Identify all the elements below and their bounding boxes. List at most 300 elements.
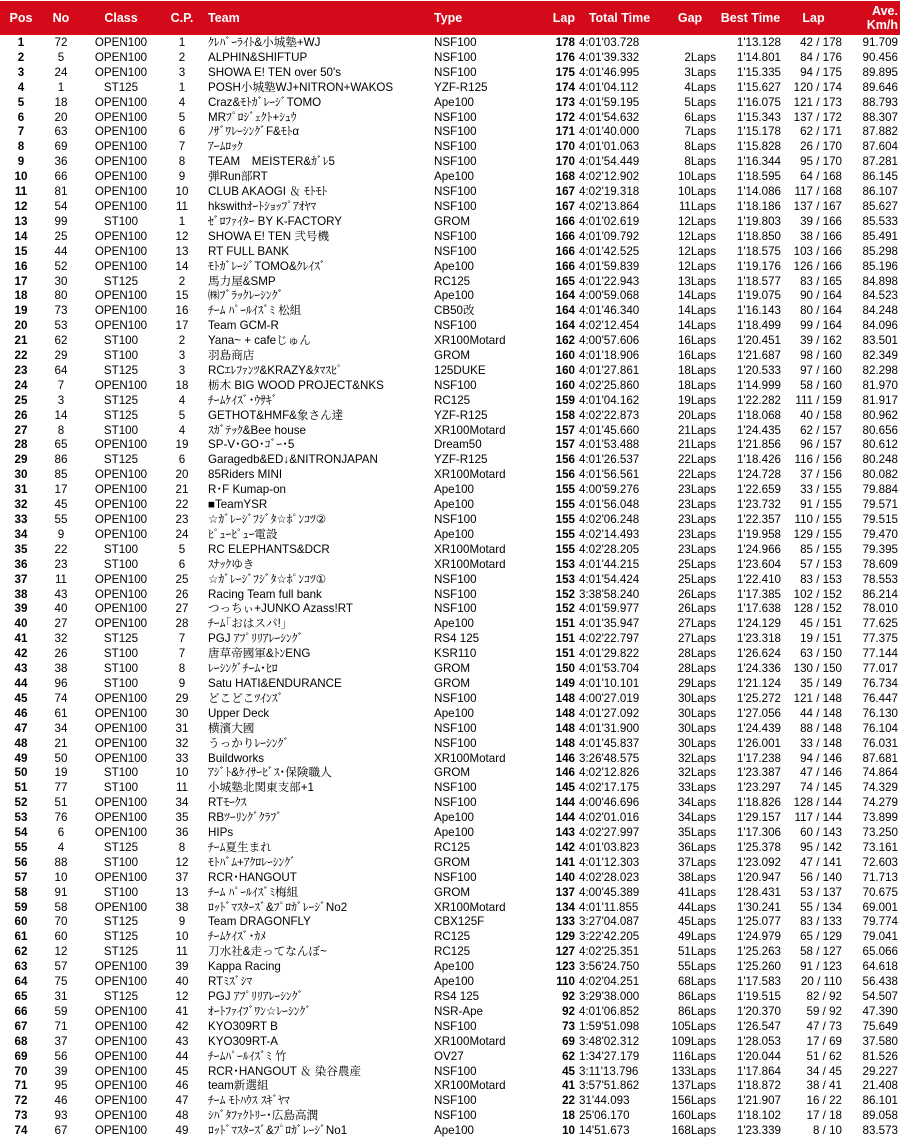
lap-cell: 110 — [556, 975, 575, 989]
cp-cell: 17 — [175, 319, 189, 333]
type-cell: Ape100 — [434, 617, 474, 631]
gap-cell: 27Laps — [677, 632, 716, 646]
class-cell: OPEN100 — [94, 438, 148, 452]
best-time-cell: 1'22.410 — [736, 572, 781, 586]
gap-cell: 105Laps — [671, 1019, 716, 1033]
gap-cell: 16Laps — [677, 334, 716, 348]
no-cell: 22 — [54, 542, 68, 556]
class-cell: ST125 — [103, 990, 139, 1003]
best-lap-cell: 116 / 156 — [794, 453, 842, 467]
best-lap-cell: 59 / 92 — [806, 1004, 842, 1018]
ave-speed-cell: 78.609 — [862, 557, 898, 571]
best-lap-cell: 8 / 10 — [812, 1124, 842, 1138]
total-time-cell: 3:27'04.087 — [579, 915, 640, 929]
total-time-cell: 4:02'06.248 — [579, 513, 640, 526]
best-time-cell: 1'25.260 — [736, 960, 781, 974]
cp-cell: 33 — [175, 751, 189, 765]
best-time-cell: 1'19.958 — [736, 527, 781, 541]
cp-cell: 2 — [178, 50, 186, 64]
cp-cell: 6 — [178, 453, 186, 467]
best-time-cell: 1'15.335 — [736, 65, 781, 79]
type-cell: NSF100 — [434, 1094, 477, 1108]
gap-cell: 25Laps — [677, 557, 716, 571]
best-lap-cell: 84 / 176 — [800, 50, 842, 64]
lap-cell: 151 — [555, 647, 575, 661]
type-cell: Ape100 — [434, 483, 474, 497]
class-cell: ST100 — [103, 214, 139, 228]
no-cell: 19 — [54, 766, 68, 780]
team-cell: Team GCM-R — [208, 319, 279, 333]
pos-cell: 26 — [14, 408, 28, 422]
type-cell: XR100Motard — [434, 1034, 506, 1048]
ave-speed-cell: 79.774 — [862, 915, 898, 929]
best-lap-cell: 62 / 171 — [800, 125, 842, 139]
no-cell: 80 — [54, 289, 68, 303]
total-time-cell: 4:01'09.792 — [579, 229, 640, 243]
gap-cell: 68Laps — [677, 975, 716, 989]
table-row — [0, 871, 900, 886]
gap-cell: 23Laps — [677, 542, 716, 556]
type-cell: XR100Motard — [434, 557, 506, 571]
no-cell: 73 — [54, 304, 68, 318]
type-cell: GROM — [434, 214, 471, 228]
table-row — [0, 468, 900, 483]
best-lap-cell: 55 / 134 — [800, 900, 842, 914]
no-cell: 74 — [54, 691, 68, 705]
type-cell: Ape100 — [434, 960, 474, 974]
best-lap-cell: 38 / 41 — [806, 1079, 842, 1093]
best-lap-cell: 102 / 152 — [793, 587, 842, 601]
cp-cell: 37 — [175, 870, 189, 884]
gap-cell: 23Laps — [677, 483, 716, 497]
pos-cell: 57 — [14, 870, 28, 884]
pos-cell: 7 — [17, 125, 25, 139]
team-cell: SHOWA E! TEN 弐号機 — [208, 229, 330, 243]
lap-cell: 167 — [555, 199, 575, 213]
gap-cell: 32Laps — [677, 766, 716, 780]
type-cell: NSF100 — [434, 229, 477, 243]
cp-cell: 47 — [175, 1094, 189, 1108]
pos-cell: 19 — [14, 304, 28, 318]
class-cell: OPEN100 — [94, 259, 148, 273]
table-row — [0, 140, 900, 155]
pos-cell: 1 — [17, 36, 25, 49]
no-cell: 27 — [54, 617, 68, 631]
total-time-cell: 4:01'54.424 — [579, 572, 640, 586]
best-lap-cell: 111 / 159 — [795, 393, 842, 407]
ave-speed-cell: 79.041 — [862, 930, 898, 944]
header-lap: Lap — [534, 1, 577, 36]
cp-cell: 2 — [178, 334, 186, 348]
pos-cell: 62 — [14, 945, 28, 959]
team-cell: ﾁｰﾑ夏生まれ — [208, 840, 272, 854]
cp-cell: 41 — [175, 1004, 189, 1018]
total-time-cell: 4:01'56.561 — [579, 468, 640, 482]
table-row — [0, 811, 900, 826]
best-time-cell: 1'15.627 — [736, 80, 781, 94]
no-cell: 77 — [54, 781, 68, 795]
total-time-cell: 1:34'27.179 — [579, 1049, 640, 1063]
best-lap-cell: 26 / 170 — [800, 140, 842, 154]
lap-cell: 148 — [555, 721, 575, 735]
pos-cell: 72 — [14, 1094, 28, 1108]
team-cell: SP-V･GO･ｺﾞｰ･5 — [208, 438, 295, 452]
total-time-cell: 4:01'39.332 — [579, 50, 640, 64]
no-cell: 55 — [54, 513, 68, 526]
best-lap-cell: 94 / 175 — [800, 65, 842, 79]
gap-cell: 44Laps — [677, 900, 716, 914]
cp-cell: 38 — [175, 900, 189, 914]
header-ave-speed — [844, 1, 900, 36]
no-cell: 76 — [54, 811, 68, 825]
lap-cell: 140 — [555, 870, 575, 884]
lap-cell: 164 — [555, 289, 575, 303]
class-cell: OPEN100 — [94, 1079, 148, 1093]
total-time-cell: 4:00'59.068 — [579, 289, 640, 303]
type-cell: GROM — [434, 349, 471, 363]
class-cell: OPEN100 — [94, 826, 148, 840]
total-time-cell: 4:01'31.900 — [579, 721, 640, 735]
cp-cell: 46 — [175, 1079, 189, 1093]
type-cell: Ape100 — [434, 1124, 474, 1138]
gap-cell: 35Laps — [677, 826, 716, 840]
lap-cell: 18 — [562, 1109, 575, 1123]
pos-cell: 23 — [14, 363, 28, 377]
total-time-cell: 3:26'48.575 — [579, 751, 640, 765]
gap-cell: 30Laps — [677, 736, 716, 750]
total-time-cell: 4:01'44.215 — [579, 557, 640, 571]
no-cell: 34 — [54, 721, 68, 735]
ave-speed-cell: 85.533 — [862, 214, 898, 228]
team-cell: 唐草帝國軍&ﾄﾝENG — [208, 647, 311, 661]
table-row — [0, 945, 900, 960]
table-row — [0, 796, 900, 811]
team-cell: ｱｰﾑﾛｯｸ — [208, 140, 243, 154]
best-lap-cell: 120 / 174 — [793, 80, 842, 94]
cp-cell: 44 — [175, 1049, 189, 1063]
class-cell: OPEN100 — [94, 378, 148, 392]
cp-cell: 35 — [175, 811, 189, 825]
class-cell: ST100 — [103, 662, 139, 676]
pos-cell: 43 — [14, 662, 28, 676]
table-row — [0, 66, 900, 81]
best-time-cell: 1'16.143 — [736, 304, 781, 318]
cp-cell: 18 — [175, 378, 189, 392]
total-time-cell: 4:00'46.696 — [579, 796, 640, 810]
best-time-cell: 1'18.186 — [736, 199, 781, 213]
team-cell: Racing Team full bank — [208, 587, 322, 601]
type-cell: GROM — [434, 766, 471, 780]
type-cell: YZF-R125 — [434, 408, 488, 422]
class-cell: ST125 — [103, 363, 139, 377]
class-cell: OPEN100 — [94, 811, 148, 825]
no-cell: 86 — [54, 453, 68, 467]
best-lap-cell: 37 / 156 — [800, 468, 842, 482]
best-time-cell: 1'24.435 — [736, 423, 781, 437]
table-row — [0, 364, 900, 379]
no-cell: 7 — [57, 378, 65, 392]
lap-cell: 171 — [555, 125, 575, 139]
best-lap-cell: 117 / 144 — [794, 811, 842, 825]
no-cell: 91 — [54, 885, 68, 899]
pos-cell: 51 — [14, 781, 28, 795]
best-lap-cell: 53 / 137 — [800, 885, 842, 899]
pos-cell: 14 — [14, 229, 28, 243]
cp-cell: 15 — [175, 289, 189, 303]
table-row — [0, 588, 900, 603]
no-cell: 52 — [54, 259, 68, 273]
lap-cell: 143 — [555, 826, 575, 840]
cp-cell: 10 — [175, 766, 189, 780]
gap-cell: 26Laps — [677, 587, 716, 601]
cp-cell: 30 — [175, 706, 189, 720]
total-time-cell: 4:02'25.860 — [579, 378, 640, 392]
lap-cell: 129 — [555, 930, 575, 944]
class-cell: OPEN100 — [94, 229, 148, 243]
team-cell: 小城塾北関東支部+1 — [208, 781, 314, 795]
best-lap-cell: 33 / 155 — [800, 483, 842, 497]
ave-speed-cell: 81.526 — [862, 1049, 898, 1063]
type-cell: NSF100 — [434, 870, 477, 884]
table-row — [0, 781, 900, 796]
best-time-cell: 1'21.907 — [736, 1094, 781, 1108]
best-lap-cell: 74 / 145 — [800, 781, 842, 795]
gap-cell: 12Laps — [677, 229, 716, 243]
header-ave-line2: Km/h — [866, 18, 898, 32]
best-lap-cell: 63 / 150 — [800, 647, 842, 661]
gap-cell: 10Laps — [677, 185, 716, 199]
pos-cell: 6 — [17, 110, 25, 124]
best-time-cell: 1'18.102 — [736, 1109, 781, 1123]
best-lap-cell: 96 / 157 — [800, 438, 842, 452]
best-time-cell: 1'18.872 — [736, 1079, 781, 1093]
total-time-cell: 3:22'42.205 — [579, 930, 640, 944]
pos-cell: 30 — [14, 468, 28, 482]
total-time-cell: 4:01'26.537 — [579, 453, 640, 467]
no-cell: 20 — [54, 110, 68, 124]
total-time-cell: 4:02'28.205 — [579, 542, 640, 556]
type-cell: RC125 — [434, 840, 471, 854]
gap-cell: 38Laps — [677, 870, 716, 884]
team-cell: PGJ ｱﾌﾟﾘﾘｱﾚｰｼﾝｸﾞ — [208, 632, 304, 646]
cp-cell: 7 — [178, 632, 186, 646]
class-cell: OPEN100 — [94, 527, 148, 541]
gap-cell: 28Laps — [677, 662, 716, 676]
pos-cell: 22 — [14, 349, 28, 363]
total-time-cell: 4:01'04.112 — [579, 80, 639, 94]
team-cell: 刀水社&走ってなんぼ~ — [208, 945, 327, 959]
total-time-cell: 4:01'06.852 — [579, 1004, 640, 1018]
team-cell: ﾁｰﾑ｢おはスパ!｣ — [208, 617, 287, 631]
lap-cell: 148 — [555, 706, 575, 720]
team-cell: ﾁｰﾑｹｲｽﾞ･ｳｻｷﾞ — [208, 393, 278, 407]
type-cell: YZF-R125 — [434, 80, 488, 94]
best-time-cell: 1'28.053 — [736, 1034, 781, 1048]
ave-speed-cell: 86.101 — [862, 1094, 898, 1108]
table-row — [0, 737, 900, 752]
gap-cell: 4Laps — [684, 80, 716, 94]
total-time-cell: 4:01'59.977 — [579, 602, 640, 616]
gap-cell: 25Laps — [677, 572, 716, 586]
best-time-cell: 1'21.124 — [736, 676, 781, 690]
table-row — [0, 975, 900, 990]
class-cell: OPEN100 — [94, 602, 148, 616]
lap-cell: 137 — [555, 885, 575, 899]
ave-speed-cell: 84.096 — [862, 319, 898, 333]
class-cell: OPEN100 — [94, 870, 148, 884]
total-time-cell: 4:01'12.303 — [579, 855, 640, 869]
cp-cell: 19 — [175, 438, 189, 452]
ave-speed-cell: 80.612 — [862, 438, 898, 452]
ave-speed-cell: 76.104 — [862, 721, 898, 735]
table-row — [0, 424, 900, 439]
table-row — [0, 1020, 900, 1035]
pos-cell: 39 — [14, 602, 28, 616]
pos-cell: 69 — [14, 1049, 28, 1063]
lap-cell: 158 — [555, 408, 575, 422]
class-cell: OPEN100 — [94, 36, 148, 49]
best-lap-cell: 90 / 164 — [800, 289, 842, 303]
type-cell: NSF100 — [434, 244, 477, 258]
total-time-cell: 3:29'38.000 — [579, 990, 640, 1003]
class-cell: ST100 — [103, 647, 139, 661]
lap-cell: 45 — [562, 1064, 575, 1078]
best-time-cell: 1'22.282 — [736, 393, 781, 407]
class-cell: OPEN100 — [94, 751, 148, 765]
no-cell: 64 — [54, 363, 68, 377]
best-time-cell: 1'24.728 — [736, 468, 781, 482]
pos-cell: 66 — [14, 1004, 28, 1018]
lap-cell: 41 — [562, 1079, 575, 1093]
table-row — [0, 81, 900, 96]
best-time-cell: 1'15.343 — [736, 110, 781, 124]
cp-cell: 11 — [175, 199, 189, 213]
no-cell: 30 — [54, 274, 68, 288]
ave-speed-cell: 83.573 — [862, 1124, 898, 1138]
ave-speed-cell: 77.375 — [862, 632, 898, 646]
gap-cell: 168Laps — [671, 1124, 716, 1138]
gap-cell: 23Laps — [677, 498, 716, 512]
best-time-cell: 1'29.157 — [736, 811, 781, 825]
best-lap-cell: 95 / 142 — [800, 840, 842, 854]
team-cell: HIPs — [208, 826, 234, 840]
pos-cell: 3 — [17, 65, 25, 79]
type-cell: NSF100 — [434, 721, 477, 735]
cp-cell: 7 — [178, 647, 186, 661]
no-cell: 24 — [54, 65, 68, 79]
pos-cell: 59 — [14, 900, 28, 914]
team-cell: ﾛｯﾄﾞﾏｽﾀｰｽﾞ&ﾌﾟﾛｶﾞﾚｰｼﾞNo2 — [208, 900, 348, 914]
pos-cell: 49 — [14, 751, 28, 765]
lap-cell: 145 — [555, 781, 575, 795]
team-cell: ﾓﾄﾊﾞﾑ+ｱｸﾛﾚｰｼﾝｸﾞ — [208, 855, 296, 869]
table-row — [0, 662, 900, 677]
lap-cell: 146 — [555, 766, 575, 780]
lap-cell: 141 — [555, 855, 575, 869]
class-cell: OPEN100 — [94, 1019, 148, 1033]
table-row — [0, 528, 900, 543]
best-time-cell: 1'19.075 — [736, 289, 781, 303]
team-cell: team新選組 — [208, 1079, 269, 1093]
type-cell: NSF100 — [434, 65, 477, 79]
gap-cell: 8Laps — [684, 140, 716, 154]
class-cell: ST100 — [103, 334, 139, 348]
class-cell: ST100 — [103, 676, 139, 690]
no-cell: 18 — [54, 95, 68, 109]
team-cell: Buildworks — [208, 751, 265, 765]
total-time-cell: 4:01'45.837 — [579, 736, 640, 750]
best-lap-cell: 42 / 178 — [800, 36, 842, 49]
total-time-cell: 4:01'54.632 — [579, 110, 640, 124]
team-cell: R･F Kumap-on — [208, 483, 286, 497]
type-cell: XR100Motard — [434, 1079, 506, 1093]
no-cell: 50 — [54, 751, 68, 765]
best-lap-cell: 35 / 149 — [800, 676, 842, 690]
lap-cell: 155 — [555, 483, 575, 497]
lap-cell: 175 — [555, 65, 575, 79]
class-cell: OPEN100 — [94, 975, 148, 989]
total-time-cell: 4:01'22.943 — [579, 274, 640, 288]
ave-speed-cell: 82.298 — [862, 363, 898, 377]
best-lap-cell: 60 / 143 — [800, 826, 842, 840]
no-cell: 65 — [54, 438, 68, 452]
lap-cell: 155 — [555, 542, 575, 556]
class-cell: OPEN100 — [94, 110, 148, 124]
ave-speed-cell: 85.196 — [862, 259, 898, 273]
table-row — [0, 438, 900, 453]
no-cell: 37 — [54, 1034, 68, 1048]
best-lap-cell: 94 / 146 — [800, 751, 842, 765]
no-cell: 95 — [54, 1079, 68, 1093]
pos-cell: 58 — [14, 885, 28, 899]
lap-cell: 146 — [555, 751, 575, 765]
pos-cell: 21 — [14, 334, 28, 348]
pos-cell: 16 — [14, 259, 28, 273]
best-time-cell: 1'22.357 — [736, 513, 781, 526]
ave-speed-cell: 85.627 — [862, 199, 898, 213]
header-row — [0, 1, 900, 36]
best-lap-cell: 51 / 62 — [806, 1049, 842, 1063]
class-cell: OPEN100 — [94, 140, 148, 154]
best-time-cell: 1'17.583 — [736, 975, 781, 989]
total-time-cell: 4:02'19.318 — [579, 185, 640, 199]
ave-speed-cell: 88.307 — [862, 110, 898, 124]
lap-cell: 160 — [555, 378, 575, 392]
total-time-cell: 4:01'27.861 — [579, 363, 640, 377]
cp-cell: 25 — [175, 572, 189, 586]
total-time-cell: 3:57'51.862 — [579, 1079, 640, 1093]
type-cell: XR100Motard — [434, 334, 506, 348]
lap-cell: 162 — [555, 334, 575, 348]
ave-speed-cell: 77.144 — [862, 647, 898, 661]
table-row — [0, 1005, 900, 1020]
best-lap-cell: 91 / 123 — [800, 960, 842, 974]
ave-speed-cell: 79.470 — [862, 527, 898, 541]
no-cell: 81 — [54, 185, 68, 199]
total-time-cell: 4:01'03.728 — [579, 36, 640, 49]
team-cell: GETHOT&HMF&象さん達 — [208, 408, 344, 422]
best-time-cell: 1'24.439 — [736, 721, 781, 735]
no-cell: 36 — [54, 155, 68, 169]
table-row — [0, 349, 900, 364]
gap-cell: 14Laps — [677, 289, 716, 303]
total-time-cell: 4:01'40.000 — [579, 125, 640, 139]
best-lap-cell: 88 / 148 — [800, 721, 842, 735]
table-row — [0, 125, 900, 140]
team-cell: KYO309RT-A — [208, 1034, 279, 1048]
team-cell: SHOWA E! TEN over 50's — [208, 65, 342, 79]
type-cell: NSR-Ape — [434, 1004, 483, 1018]
